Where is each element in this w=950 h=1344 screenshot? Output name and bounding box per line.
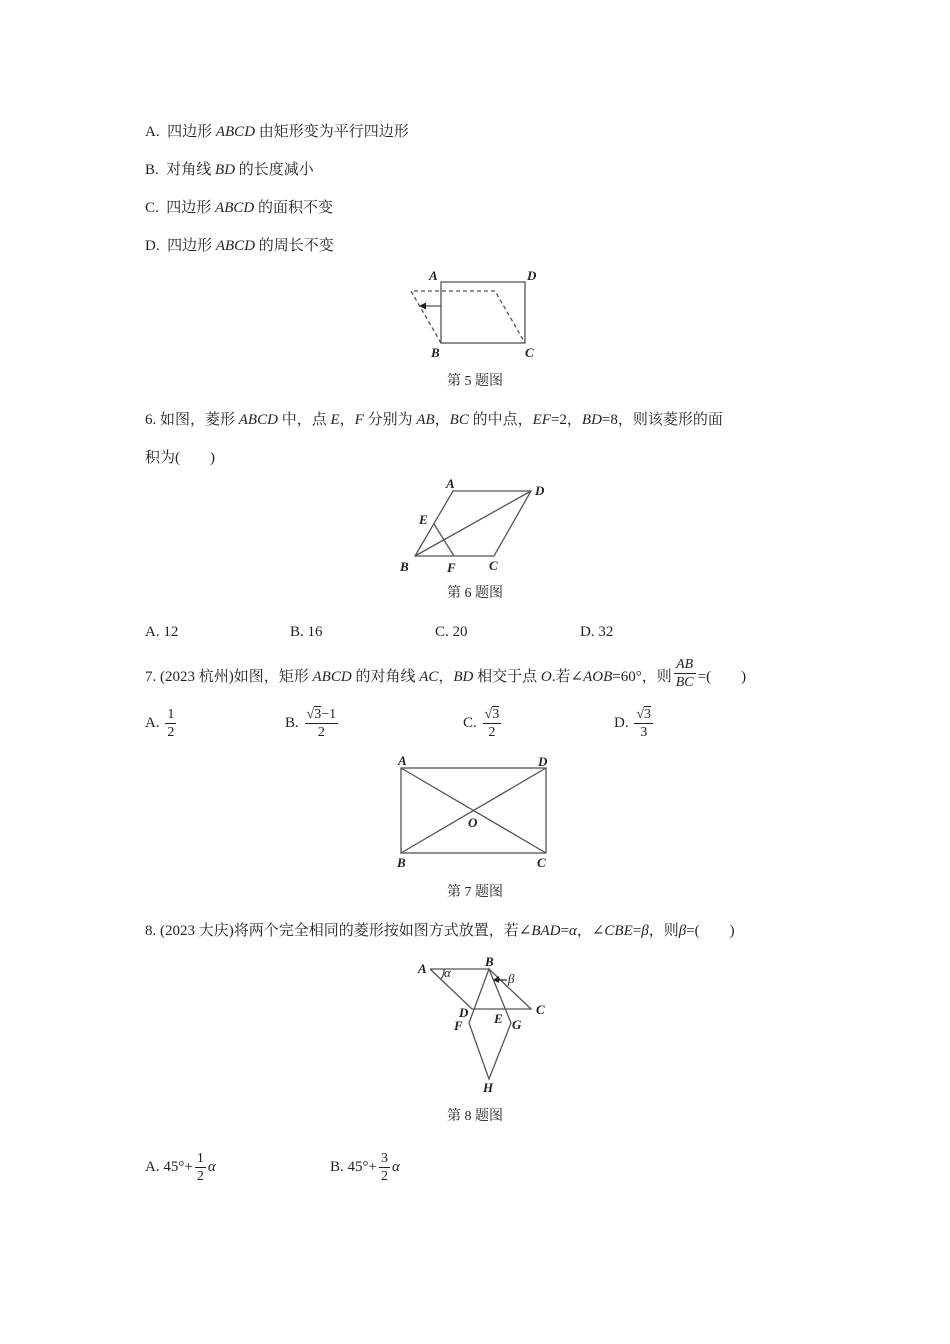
stem-math: BD <box>581 412 602 428</box>
q7-option-d: D. $\frac{√3}{3}$ <box>614 707 652 740</box>
svg-text:E: E <box>419 512 428 527</box>
rectangle-abcd <box>441 282 525 343</box>
option-label: D. <box>145 238 160 254</box>
q7-stem: 7. (2023 杭州)如图，矩形 ABCD 的对角线 AC，BD 相交于点 O.若∠AOB=60°，则 $\frac{AB}{BC}$ =( ) <box>145 657 747 690</box>
option-text: 四边形 <box>166 200 216 216</box>
stem-math: AB <box>416 412 435 428</box>
option-math: ABCD <box>215 238 256 254</box>
option-text: 由矩形变为平行四边形 <box>255 124 409 140</box>
option-math: ABCD <box>215 200 255 216</box>
question-source: (2023 大庆) <box>160 923 234 939</box>
stem-text: 如图，菱形 <box>160 412 239 428</box>
ratio-fraction: $\frac{AB}{BC}$ <box>675 657 694 690</box>
question-number: 7. <box>145 668 157 685</box>
option-text: 四边形 <box>167 238 216 254</box>
svg-text:β: β <box>508 971 515 986</box>
q8-stem: 8. (2023 大庆)将两个完全相同的菱形按如图方式放置，若∠BAD=α，∠CBE=β，则β=( ) <box>145 923 735 939</box>
option-text: 的周长不变 <box>255 238 334 254</box>
svg-text:C: C <box>489 558 498 573</box>
stem-text: =2， <box>550 412 582 428</box>
figure-8-caption: 第 8 题图 <box>447 1109 503 1124</box>
question-source: (2023 杭州) <box>160 668 234 685</box>
svg-text:B: B <box>485 954 494 969</box>
svg-text:F: F <box>454 1018 463 1033</box>
q7-option-b: B. $\frac{√3-1}{2}$ <box>285 707 337 740</box>
stem-text: ， <box>434 412 450 428</box>
stem-math: BC <box>449 412 469 428</box>
q6-option-c: C. 20 <box>435 624 468 640</box>
svg-text:A: A <box>418 961 427 976</box>
svg-text:E: E <box>494 1011 503 1026</box>
svg-text:A: A <box>398 753 407 768</box>
q8-option-a: A. 45°+ $\frac{1}{2}$ α <box>145 1151 216 1184</box>
svg-text:D: D <box>538 754 548 769</box>
svg-text:D: D <box>535 483 545 498</box>
stem-math: EF <box>532 412 551 428</box>
option-text: 四边形 <box>167 124 216 140</box>
q8-option-b: B. 45°+ $\frac{3}{2}$ α <box>330 1151 400 1184</box>
svg-text:A: A <box>429 268 438 283</box>
option-math: ABCD <box>215 124 256 140</box>
q6-option-a: A. 12 <box>145 624 179 640</box>
option-text: 对角线 <box>166 162 216 178</box>
svg-text:F: F <box>447 560 456 575</box>
svg-text:C: C <box>536 1002 545 1017</box>
option-text: 的长度减小 <box>235 162 314 178</box>
stem-text: 分别为 <box>363 412 417 428</box>
stem-text: 的中点， <box>468 412 533 428</box>
svg-text:α: α <box>444 965 451 980</box>
stem-text: =8，则该菱形的面 <box>601 412 723 428</box>
svg-text:A: A <box>446 476 455 491</box>
svg-text:B: B <box>400 559 409 574</box>
option-math: BD <box>215 162 236 178</box>
svg-text:D: D <box>527 268 537 283</box>
stem-math: F <box>354 412 364 428</box>
q6-option-b: B. 16 <box>290 624 323 640</box>
q7-option-a: A. $\frac{1}{2}$ <box>145 707 175 740</box>
stem-text: ， <box>339 412 355 428</box>
option-text: 的面积不变 <box>254 200 333 216</box>
svg-text:H: H <box>483 1080 494 1095</box>
q7-option-c: C. $\frac{√3}{2}$ <box>463 707 500 740</box>
svg-text:D: D <box>459 1005 469 1020</box>
option-label: C. <box>145 200 159 216</box>
question-number: 6. <box>145 412 157 428</box>
arrow-head-icon <box>419 303 426 310</box>
q6-stem-line2: 积为( ) <box>145 450 215 466</box>
question-number: 8. <box>145 923 157 939</box>
q6-option-d: D. 32 <box>580 624 614 640</box>
stem-math: ABCD <box>238 412 278 428</box>
figure-5-caption: 第 5 题图 <box>447 374 503 389</box>
figure-6-diagram <box>415 491 531 556</box>
svg-text:C: C <box>525 345 534 360</box>
svg-text:O: O <box>468 815 478 830</box>
figure-7-diagram <box>401 768 546 853</box>
svg-text:G: G <box>512 1017 522 1032</box>
figure-6-caption: 第 6 题图 <box>447 586 503 601</box>
svg-text:B: B <box>431 345 440 360</box>
option-label: A. <box>145 124 160 140</box>
q6-stem-line1 <box>145 410 723 430</box>
svg-text:C: C <box>537 855 546 870</box>
figure-7-caption: 第 7 题图 <box>447 885 503 900</box>
option-label: B. <box>145 162 159 178</box>
dashed-parallelogram <box>411 291 525 343</box>
stem-math: E <box>330 412 340 428</box>
svg-text:B: B <box>397 855 406 870</box>
stem-text: 中，点 <box>277 412 331 428</box>
